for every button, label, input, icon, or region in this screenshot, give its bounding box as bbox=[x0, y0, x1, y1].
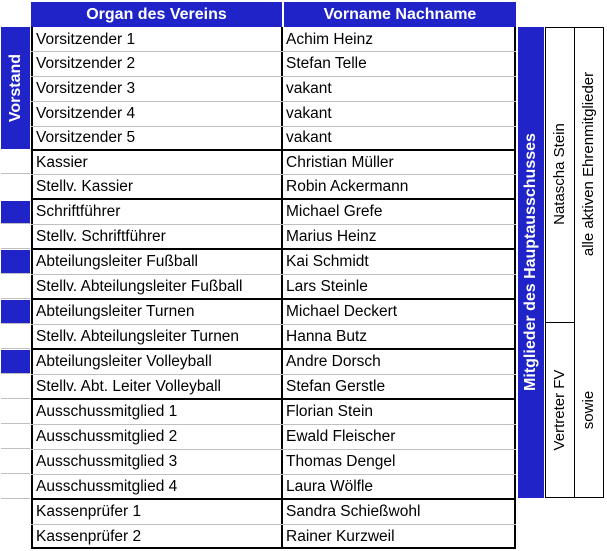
role-cell: Ausschussmitglied 4 bbox=[36, 477, 178, 495]
role-cell: Ausschussmitglied 2 bbox=[36, 428, 178, 445]
name-cell: Rainer Kurzweil bbox=[286, 527, 395, 545]
name-cell: Stefan Gerstle bbox=[286, 377, 386, 395]
role-cell: Vorsitzender 1 bbox=[36, 31, 136, 48]
vorstand-label: Vorstand bbox=[7, 53, 24, 123]
name-cell: Thomas Dengel bbox=[286, 453, 396, 470]
role-cell: Vorsitzender 4 bbox=[36, 105, 136, 122]
role-cell: Schriftführer bbox=[36, 203, 121, 220]
name-cell: Christian Müller bbox=[286, 153, 394, 171]
name-cell: Kai Schmidt bbox=[286, 253, 369, 270]
name-cell: Lars Steinle bbox=[286, 277, 368, 295]
role-cell: Abteilungsleiter Fußball bbox=[36, 253, 198, 270]
role-cell: Kassier bbox=[36, 153, 88, 171]
vertreter-label: Vertreter FV bbox=[551, 369, 568, 451]
role-cell: Stellv. Kassier bbox=[36, 177, 134, 195]
name-cell: Michael Grefe bbox=[286, 203, 383, 220]
role-cell: Stellv. Abteilungsleiter Fußball bbox=[36, 277, 243, 295]
name-cell: Achim Heinz bbox=[286, 31, 373, 48]
name-cell: Florian Stein bbox=[286, 403, 374, 420]
role-cell: Stellv. Schriftführer bbox=[36, 227, 166, 245]
role-cell: Vorsitzender 3 bbox=[36, 80, 136, 97]
role-cell: Abteilungsleiter Volleyball bbox=[36, 353, 212, 370]
role-cell: Kassenprüfer 1 bbox=[36, 503, 142, 520]
ehrenmitglieder-label: alle aktiven Ehrenmitglieder bbox=[580, 71, 597, 257]
role-cell: Stellv. Abteilungsleiter Turnen bbox=[36, 327, 240, 345]
name-cell: Marius Heinz bbox=[286, 227, 377, 245]
role-cell: Abteilungsleiter Turnen bbox=[36, 303, 195, 320]
left-col-lines bbox=[1, 149, 30, 549]
name-cell: Robin Ackermann bbox=[286, 177, 409, 195]
name-cell: vakant bbox=[286, 105, 332, 122]
name-cell: Laura Wölfle bbox=[286, 477, 374, 495]
name-cell: Michael Deckert bbox=[286, 303, 398, 320]
role-cell: Vorsitzender 5 bbox=[36, 128, 136, 146]
header-name: Vorname Nachname bbox=[282, 2, 516, 27]
sowie-label: sowie bbox=[580, 390, 597, 430]
name-cell: Ewald Fleischer bbox=[286, 428, 396, 445]
name-cell: vakant bbox=[286, 128, 332, 146]
name-cell: vakant bbox=[286, 80, 332, 97]
role-cell: Stellv. Abt. Leiter Volleyball bbox=[36, 377, 221, 395]
role-cell: Kassenprüfer 2 bbox=[36, 527, 142, 545]
name-cell: Sandra Schießwohl bbox=[286, 503, 421, 520]
header-organ: Organ des Vereins bbox=[31, 2, 282, 27]
hauptausschuss-label: Mitglieder des Hauptausschusses bbox=[522, 133, 539, 391]
name-cell: Stefan Telle bbox=[286, 55, 367, 72]
name-cell: Hanna Butz bbox=[286, 327, 367, 345]
name-cell: Andre Dorsch bbox=[286, 353, 381, 370]
role-cell: Ausschussmitglied 1 bbox=[36, 403, 178, 420]
role-cell: Ausschussmitglied 3 bbox=[36, 453, 178, 470]
role-cell: Vorsitzender 2 bbox=[36, 55, 136, 72]
natascha-label: Natascha Stein bbox=[551, 123, 568, 225]
